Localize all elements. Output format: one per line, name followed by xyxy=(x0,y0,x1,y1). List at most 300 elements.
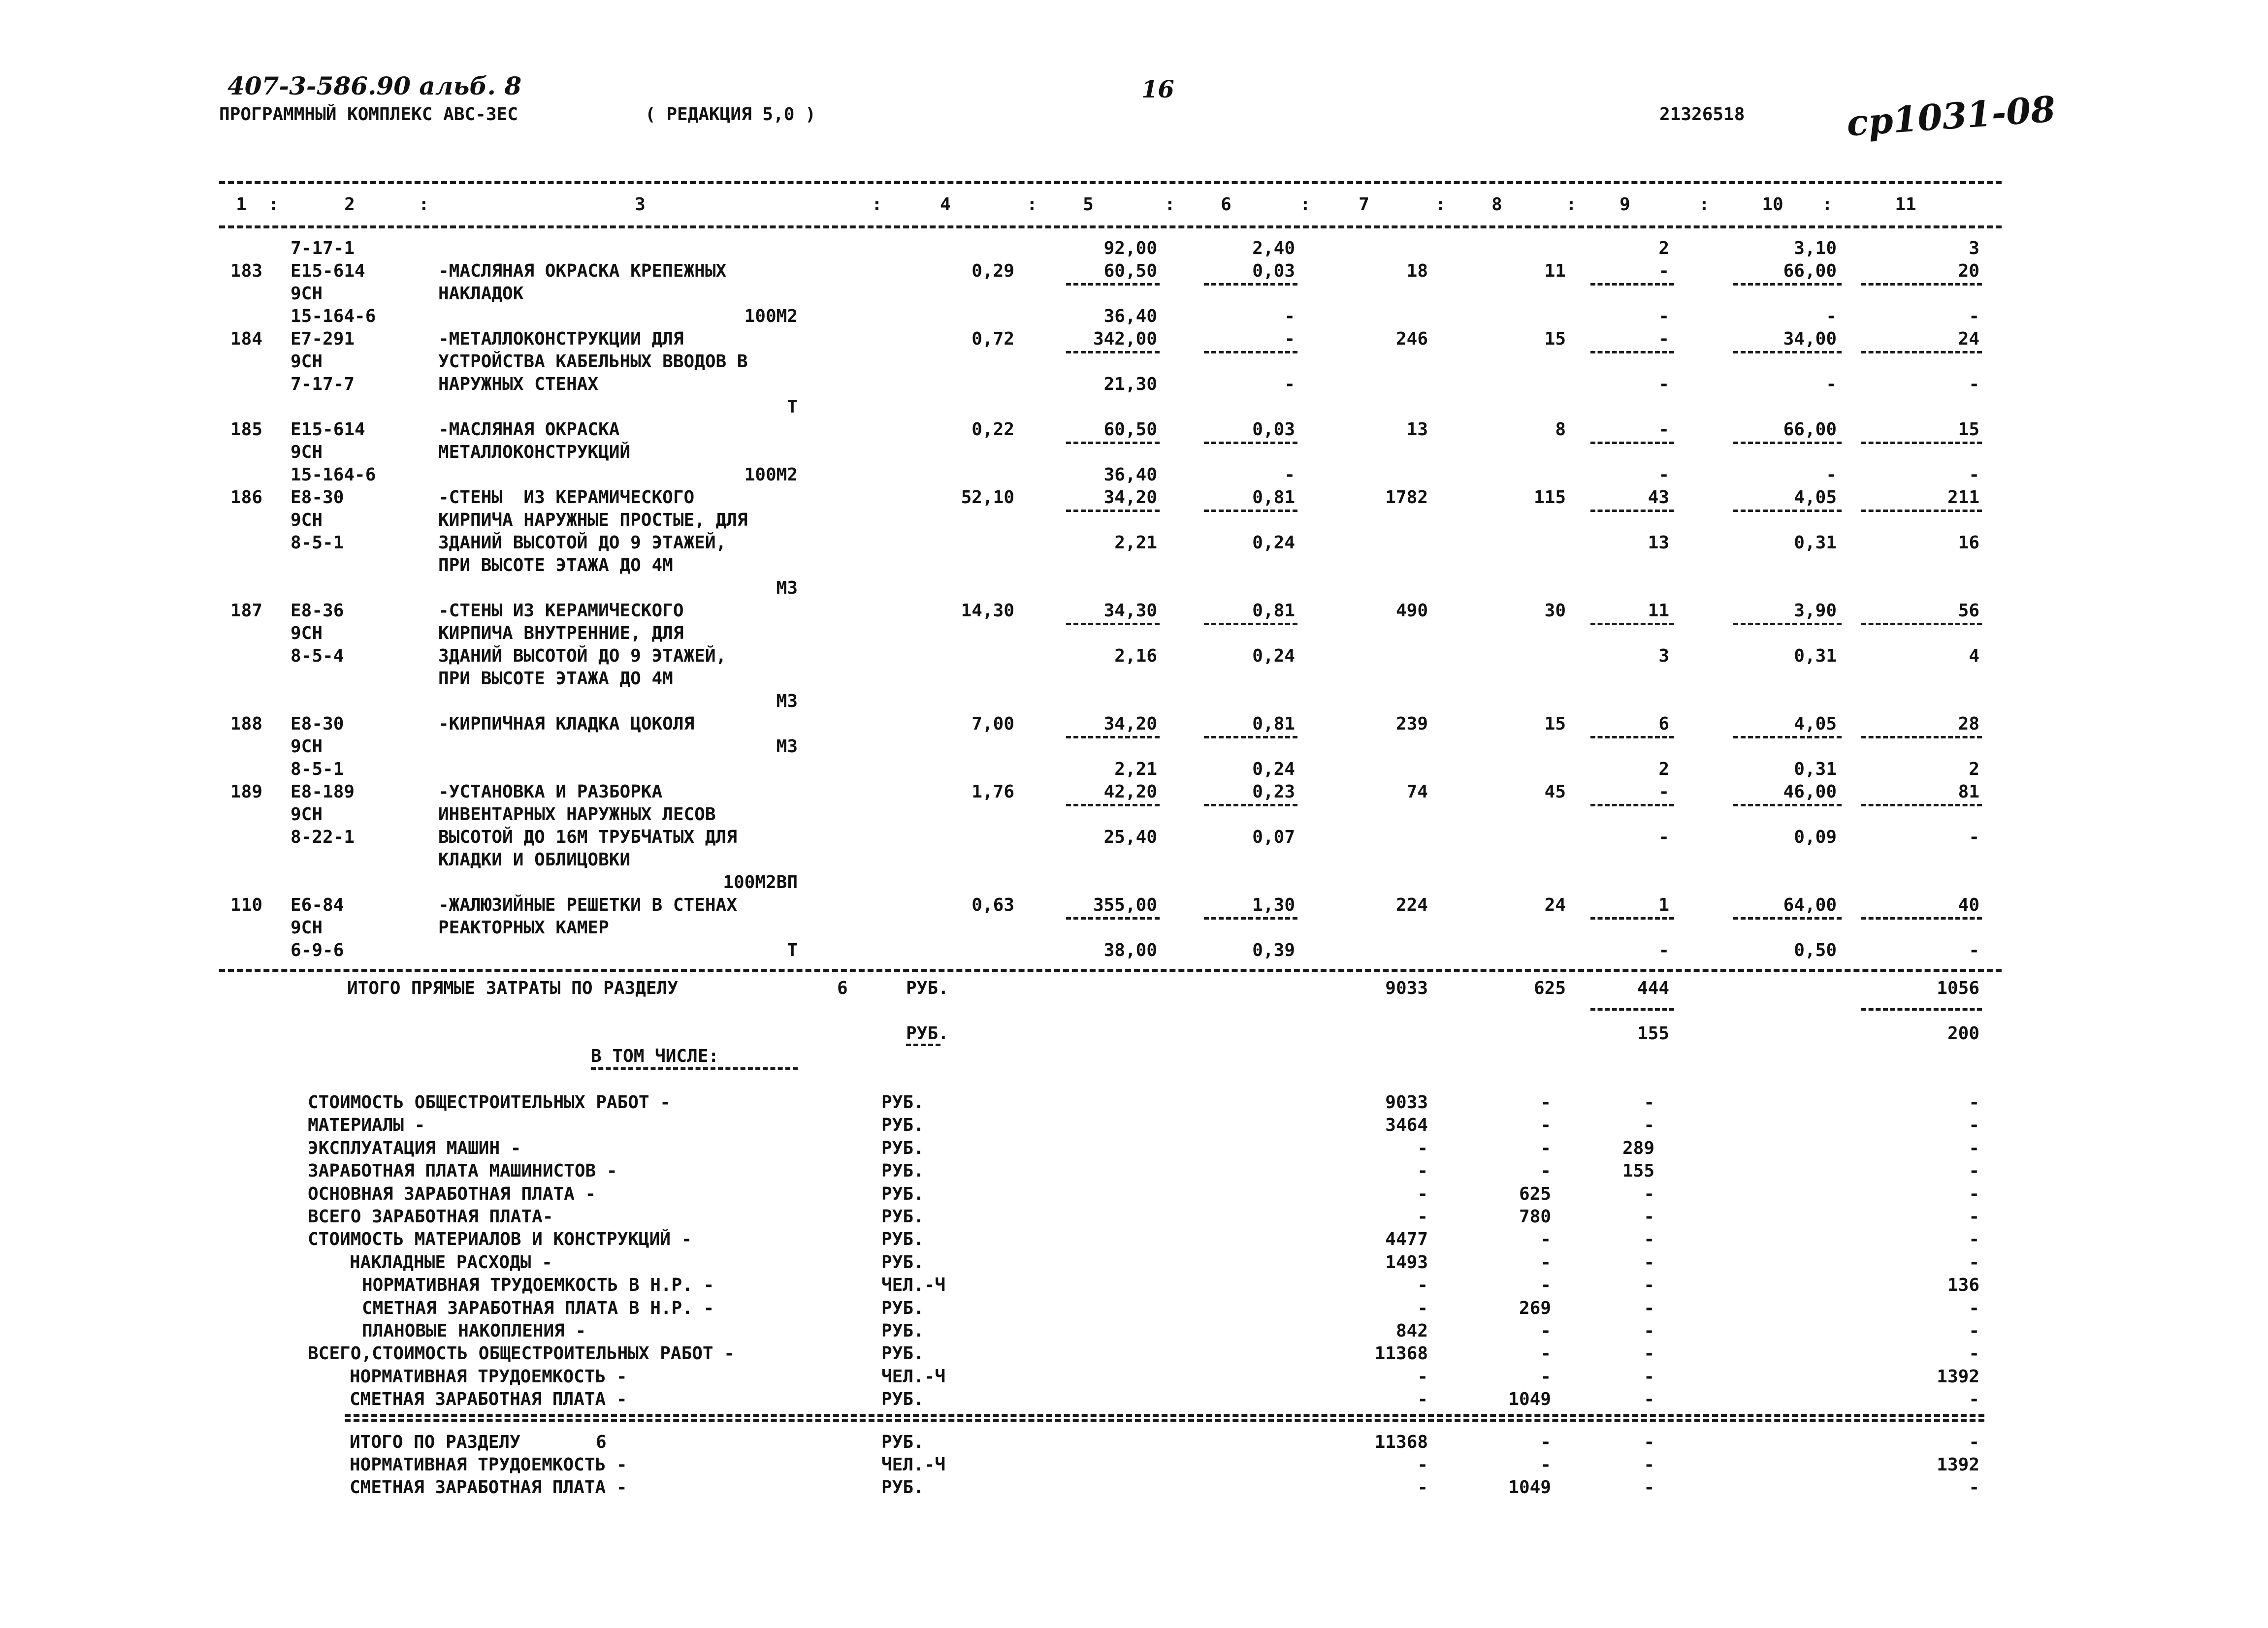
summary-label: ЗАРАБОТНАЯ ПЛАТА МАШИНИСТОВ - xyxy=(308,1161,617,1181)
row-code: Е15-614 xyxy=(291,419,365,440)
row-code: 9СН xyxy=(291,442,323,462)
row-c11-b: 4 xyxy=(1969,646,1979,666)
row-rule xyxy=(1590,804,1674,806)
row-unit: Т xyxy=(787,940,798,960)
summary-unit: РУБ. xyxy=(881,1321,924,1341)
row-rule xyxy=(1733,623,1842,625)
totals-unit-2: РУБ. xyxy=(906,1023,949,1044)
row-rule xyxy=(1590,510,1674,512)
summary-c11: - xyxy=(1969,1092,1979,1113)
final-label: ИТОГО ПО РАЗДЕЛУ xyxy=(350,1432,520,1452)
summary-c9: - xyxy=(1644,1367,1654,1387)
row-unit: 100М2 xyxy=(744,306,798,326)
final-c7: 11368 xyxy=(1374,1432,1428,1452)
column-separator: : xyxy=(268,194,279,215)
row-quantity: 14,30 xyxy=(961,601,1014,621)
summary-c7: - xyxy=(1417,1207,1428,1227)
row-description: ЗДАНИЙ ВЫСОТОЙ ДО 9 ЭТАЖЕЙ, xyxy=(438,646,727,666)
summary-c9: - xyxy=(1644,1184,1654,1204)
summary-c7: 1493 xyxy=(1385,1252,1428,1273)
summary-c7: 11368 xyxy=(1374,1343,1428,1364)
row-c6-b: 0,24 xyxy=(1252,759,1295,779)
row-unit: 100М2ВП xyxy=(723,872,798,893)
row-rule xyxy=(1204,351,1297,353)
row-rule xyxy=(1733,510,1842,512)
summary-unit: РУБ. xyxy=(881,1229,924,1249)
final-c9: - xyxy=(1644,1432,1654,1452)
row-c8: 11 xyxy=(1544,261,1566,281)
row-rule xyxy=(1733,351,1842,353)
row-code: 15-164-6 xyxy=(291,306,376,326)
summary-c8: - xyxy=(1540,1092,1551,1113)
row-description: ИНВЕНТАРНЫХ НАРУЖНЫХ ЛЕСОВ xyxy=(438,804,716,825)
row-c10-b: - xyxy=(1826,306,1837,326)
summary-c8: 780 xyxy=(1519,1207,1551,1227)
row-c5-b: 2,21 xyxy=(1114,759,1157,779)
row-c9-b: - xyxy=(1658,827,1669,847)
summary-label: СМЕТНАЯ ЗАРАБОТНАЯ ПЛАТА - xyxy=(350,1389,627,1409)
summary-c11: 136 xyxy=(1947,1275,1979,1295)
final-c8: - xyxy=(1540,1432,1551,1452)
row-c6-b: 0,39 xyxy=(1252,940,1295,960)
final-c11: - xyxy=(1969,1477,1979,1498)
row-c10: 46,00 xyxy=(1783,782,1837,802)
row-quantity: 0,63 xyxy=(972,895,1014,915)
row-c9: 43 xyxy=(1648,487,1669,508)
summary-unit: РУБ. xyxy=(881,1092,924,1113)
row-code: 8-22-1 xyxy=(291,827,355,847)
row-description: КИРПИЧА НАРУЖНЫЕ ПРОСТЫЕ, ДЛЯ xyxy=(438,510,748,530)
summary-c8: - xyxy=(1540,1161,1551,1181)
row-c5: 34,20 xyxy=(1103,714,1157,734)
row-c6: - xyxy=(1284,329,1295,349)
totals-c7: 9033 xyxy=(1385,978,1428,998)
row-code: 15-164-6 xyxy=(291,465,376,485)
final-c9: - xyxy=(1644,1477,1654,1498)
row-c11: 3 xyxy=(1969,238,1979,258)
summary-c9: - xyxy=(1644,1229,1654,1249)
header-top-rule xyxy=(219,181,2002,184)
summary-c9: 289 xyxy=(1622,1138,1654,1158)
summary-label: НАКЛАДНЫЕ РАСХОДЫ - xyxy=(350,1252,552,1273)
row-description: -СТЕНЫ ИЗ КЕРАМИЧЕСКОГО xyxy=(438,487,695,508)
row-c6-b: 0,07 xyxy=(1252,827,1295,847)
row-c11-b: - xyxy=(1969,827,1979,847)
totals-section: 6 xyxy=(837,978,848,998)
summary-c9: - xyxy=(1644,1252,1654,1273)
summary-c11: - xyxy=(1969,1298,1979,1318)
row-c11: 56 xyxy=(1958,601,1979,621)
row-rule xyxy=(1733,283,1842,286)
row-rule xyxy=(1066,623,1160,625)
summary-c8: - xyxy=(1540,1321,1551,1341)
totals-c9-rule xyxy=(1590,1008,1674,1011)
final-c7: - xyxy=(1417,1477,1428,1498)
final-label: НОРМАТИВНАЯ ТРУДОЕМКОСТЬ - xyxy=(350,1455,627,1475)
row-c11: 211 xyxy=(1947,487,1979,508)
row-position: 110 xyxy=(230,895,263,915)
row-position: 184 xyxy=(230,329,263,349)
row-c6-b: 0,24 xyxy=(1252,533,1295,553)
row-c5-b: 2,21 xyxy=(1114,533,1157,553)
row-c10: 64,00 xyxy=(1783,895,1837,915)
row-description: РЕАКТОРНЫХ КАМЕР xyxy=(438,918,609,938)
row-quantity: 7,00 xyxy=(972,714,1014,734)
summary-c7: 4477 xyxy=(1385,1229,1428,1249)
row-rule xyxy=(1861,351,1982,353)
summary-c11: - xyxy=(1969,1229,1979,1249)
column-separator: : xyxy=(1165,194,1175,215)
column-header-7: 7 xyxy=(1359,194,1369,215)
totals-c11b: 200 xyxy=(1947,1023,1979,1044)
row-rule xyxy=(1861,442,1982,444)
row-c10-b: 0,31 xyxy=(1794,759,1837,779)
summary-c11: - xyxy=(1969,1343,1979,1364)
summary-unit: РУБ. xyxy=(881,1389,924,1409)
row-code: 9СН xyxy=(291,284,323,304)
row-code: 7-17-7 xyxy=(291,374,355,394)
row-description: ЗДАНИЙ ВЫСОТОЙ ДО 9 ЭТАЖЕЙ, xyxy=(438,533,727,553)
final-unit: РУБ. xyxy=(881,1432,924,1452)
summary-unit: РУБ. xyxy=(881,1138,924,1158)
row-position: 189 xyxy=(230,782,263,802)
row-code: Е6-84 xyxy=(291,895,344,915)
row-c9-b: - xyxy=(1658,306,1669,326)
row-rule xyxy=(1861,736,1982,738)
row-c6: 2,40 xyxy=(1252,238,1295,258)
row-position: 186 xyxy=(230,487,263,508)
row-c9: - xyxy=(1658,329,1669,349)
summary-c8: - xyxy=(1540,1275,1551,1295)
row-description: -УСТАНОВКА И РАЗБОРКА xyxy=(438,782,663,802)
row-c6-b: - xyxy=(1284,374,1295,394)
column-header-10: 10 xyxy=(1762,194,1783,215)
final-c7: - xyxy=(1417,1455,1428,1475)
row-c9: 6 xyxy=(1658,714,1669,734)
row-rule xyxy=(1066,804,1160,806)
row-unit: 100М2 xyxy=(744,465,798,485)
row-rule xyxy=(1066,283,1160,286)
summary-unit: РУБ. xyxy=(881,1207,924,1227)
row-c11-b: - xyxy=(1969,465,1979,485)
row-c10: 3,10 xyxy=(1794,238,1837,258)
column-header-11: 11 xyxy=(1895,194,1916,215)
column-header-9: 9 xyxy=(1620,194,1630,215)
row-c7: 1782 xyxy=(1385,487,1428,508)
row-c6: 0,81 xyxy=(1252,601,1295,621)
summary-label: ЭКСПЛУАТАЦИЯ МАШИН - xyxy=(308,1138,521,1158)
totals-c8: 625 xyxy=(1533,978,1566,998)
column-separator: : xyxy=(1027,194,1037,215)
row-code: Е8-189 xyxy=(291,782,355,802)
row-unit: М3 xyxy=(776,578,798,598)
row-description: МЕТАЛЛОКОНСТРУКЦИЙ xyxy=(438,442,631,462)
summary-unit: РУБ. xyxy=(881,1252,924,1273)
row-c9: - xyxy=(1658,419,1669,440)
row-c6: 1,30 xyxy=(1252,895,1295,915)
row-c10: 4,05 xyxy=(1794,487,1837,508)
row-rule xyxy=(1861,283,1982,286)
row-code: Е8-30 xyxy=(291,714,344,734)
row-c9-b: - xyxy=(1658,374,1669,394)
summary-c11: - xyxy=(1969,1161,1979,1181)
row-description: НАРУЖНЫХ СТЕНАХ xyxy=(438,374,599,394)
row-rule xyxy=(1590,351,1674,353)
row-code: 6-9-6 xyxy=(291,940,344,960)
row-c11: 81 xyxy=(1958,782,1979,802)
row-code: 9СН xyxy=(291,918,323,938)
row-c9: 2 xyxy=(1658,238,1669,258)
row-code: 8-5-1 xyxy=(291,759,344,779)
summary-label: ВСЕГО ЗАРАБОТНАЯ ПЛАТА- xyxy=(308,1207,553,1227)
row-c7: 246 xyxy=(1395,329,1428,349)
row-c6: 0,23 xyxy=(1252,782,1295,802)
summary-c7: - xyxy=(1417,1161,1428,1181)
row-c8: 15 xyxy=(1544,714,1566,734)
totals-c9: 444 xyxy=(1637,978,1669,998)
summary-unit: ЧЕЛ.-Ч xyxy=(881,1275,946,1295)
summary-c7: - xyxy=(1417,1138,1428,1158)
row-description: КИРПИЧА ВНУТРЕННИЕ, ДЛЯ xyxy=(438,623,684,643)
summary-c8: - xyxy=(1540,1367,1551,1387)
row-c6-b: - xyxy=(1284,465,1295,485)
final-c11: - xyxy=(1969,1432,1979,1452)
row-rule xyxy=(1861,623,1982,625)
summary-c7: - xyxy=(1417,1184,1428,1204)
final-c8: - xyxy=(1540,1455,1551,1475)
row-c10: 3,90 xyxy=(1794,601,1837,621)
body-bottom-rule xyxy=(219,969,2002,972)
row-rule xyxy=(1861,804,1982,806)
row-code: Е7-291 xyxy=(291,329,355,349)
column-header-4: 4 xyxy=(940,194,951,215)
row-rule xyxy=(1733,804,1842,806)
summary-c9: - xyxy=(1644,1321,1654,1341)
summary-c8: - xyxy=(1540,1229,1551,1249)
row-description: -МЕТАЛЛОКОНСТРУКЦИИ ДЛЯ xyxy=(438,329,684,349)
summary-c11: - xyxy=(1969,1115,1979,1135)
summary-c8: - xyxy=(1540,1252,1551,1273)
row-c10-b: 0,31 xyxy=(1794,533,1837,553)
row-c9-b: 13 xyxy=(1648,533,1669,553)
summary-label: ОСНОВНАЯ ЗАРАБОТНАЯ ПЛАТА - xyxy=(308,1184,596,1204)
summary-c8: - xyxy=(1540,1343,1551,1364)
totals-unit: РУБ. xyxy=(906,978,949,998)
final-c9: - xyxy=(1644,1455,1654,1475)
row-c10-b: 0,50 xyxy=(1794,940,1837,960)
row-code: 9СН xyxy=(291,510,323,530)
row-quantity: 0,72 xyxy=(972,329,1014,349)
column-header-5: 5 xyxy=(1083,194,1094,215)
row-c5-b: 2,16 xyxy=(1114,646,1157,666)
row-c6: 0,81 xyxy=(1252,714,1295,734)
summary-c7: - xyxy=(1417,1275,1428,1295)
summary-c7: 842 xyxy=(1395,1321,1428,1341)
summary-label: СТОИМОСТЬ ОБЩЕСТРОИТЕЛЬНЫХ РАБОТ - xyxy=(308,1092,671,1113)
row-c7: 224 xyxy=(1395,895,1428,915)
row-rule xyxy=(1204,510,1297,512)
row-rule xyxy=(1590,917,1674,920)
row-code: 8-5-4 xyxy=(291,646,344,666)
row-c11: 24 xyxy=(1958,329,1979,349)
row-rule xyxy=(1066,351,1160,353)
row-c9-b: - xyxy=(1658,940,1669,960)
row-c11: 28 xyxy=(1958,714,1979,734)
summary-label: ПЛАНОВЫЕ НАКОПЛЕНИЯ - xyxy=(362,1321,586,1341)
row-c11-b: 16 xyxy=(1958,533,1979,553)
row-rule xyxy=(1733,736,1842,738)
summary-label: ВСЕГО,СТОИМОСТЬ ОБЩЕСТРОИТЕЛЬНЫХ РАБОТ - xyxy=(308,1343,735,1364)
row-rule xyxy=(1861,917,1982,920)
summary-c7: - xyxy=(1417,1298,1428,1318)
row-c11-b: - xyxy=(1969,940,1979,960)
column-separator: : xyxy=(1699,194,1710,215)
row-c9-b: 2 xyxy=(1658,759,1669,779)
row-code: Е8-30 xyxy=(291,487,344,508)
row-c9: - xyxy=(1658,261,1669,281)
row-rule xyxy=(1204,736,1297,738)
row-c5-b: 25,40 xyxy=(1103,827,1157,847)
row-c5-b: 38,00 xyxy=(1103,940,1157,960)
row-rule xyxy=(1590,283,1674,286)
row-c8: 30 xyxy=(1544,601,1566,621)
row-quantity: 1,76 xyxy=(972,782,1014,802)
row-code: 9СН xyxy=(291,623,323,643)
totals-c11-rule xyxy=(1861,1008,1982,1011)
row-c11: 20 xyxy=(1958,261,1979,281)
summary-label: НОРМАТИВНАЯ ТРУДОЕМКОСТЬ - xyxy=(350,1367,627,1387)
final-label: СМЕТНАЯ ЗАРАБОТНАЯ ПЛАТА - xyxy=(350,1477,627,1498)
program-edition: ( РЕДАКЦИЯ 5,0 ) xyxy=(645,104,816,125)
row-c10: 66,00 xyxy=(1783,261,1837,281)
column-header-8: 8 xyxy=(1491,194,1502,215)
row-rule xyxy=(1733,442,1842,444)
row-rule xyxy=(1590,442,1674,444)
row-description: КЛАДКИ И ОБЛИЦОВКИ xyxy=(438,850,631,870)
row-c8: 8 xyxy=(1555,419,1566,440)
summary-c9: - xyxy=(1644,1298,1654,1318)
column-header-1: 1 xyxy=(236,194,247,215)
row-description: ПРИ ВЫСОТЕ ЭТАЖА ДО 4М xyxy=(438,555,673,575)
row-c5-b: 36,40 xyxy=(1103,465,1157,485)
row-quantity: 52,10 xyxy=(961,487,1014,508)
summary-c11: - xyxy=(1969,1184,1979,1204)
summary-c8: - xyxy=(1540,1115,1551,1135)
summary-c7: 3464 xyxy=(1385,1115,1428,1135)
page-number: 16 xyxy=(1141,76,1174,103)
row-c9: 11 xyxy=(1648,601,1669,621)
row-code: 9СН xyxy=(291,736,323,757)
row-description: ПРИ ВЫСОТЕ ЭТАЖА ДО 4М xyxy=(438,669,673,689)
row-position: 188 xyxy=(230,714,263,734)
row-code: 9СН xyxy=(291,804,323,825)
row-position: 187 xyxy=(230,601,263,621)
row-description: -МАСЛЯНАЯ ОКРАСКА xyxy=(438,419,620,440)
row-c5: 355,00 xyxy=(1093,895,1157,915)
including-heading: В ТОМ ЧИСЛЕ: xyxy=(591,1046,719,1066)
column-separator: : xyxy=(1566,194,1577,215)
row-c10-b: - xyxy=(1826,374,1837,394)
row-unit: М3 xyxy=(776,736,798,757)
row-c5: 342,00 xyxy=(1093,329,1157,349)
row-quantity: 0,22 xyxy=(972,419,1014,440)
row-c10: 66,00 xyxy=(1783,419,1837,440)
summary-unit: РУБ. xyxy=(881,1115,924,1135)
row-c8: 115 xyxy=(1533,487,1566,508)
column-header-6: 6 xyxy=(1221,194,1231,215)
row-rule xyxy=(1861,510,1982,512)
row-c7: 74 xyxy=(1406,782,1428,802)
summary-c11: - xyxy=(1969,1252,1979,1273)
row-position: 185 xyxy=(230,419,263,440)
row-position: 183 xyxy=(230,261,263,281)
final-unit: РУБ. xyxy=(881,1477,924,1498)
including-underline xyxy=(591,1067,798,1070)
summary-unit: РУБ. xyxy=(881,1343,924,1364)
summary-c9: 155 xyxy=(1622,1161,1654,1181)
summary-c11: - xyxy=(1969,1321,1979,1341)
summary-bottom-rule xyxy=(345,1414,1984,1417)
row-unit: Т xyxy=(787,397,798,417)
row-c11-b: - xyxy=(1969,374,1979,394)
handwritten-stamp: ср1031-08 xyxy=(1845,88,2057,144)
row-c5: 34,20 xyxy=(1103,487,1157,508)
final-c8: 1049 xyxy=(1508,1477,1551,1498)
summary-c7: - xyxy=(1417,1389,1428,1409)
row-c8: 24 xyxy=(1544,895,1566,915)
program-title: ПРОГРАММНЫЙ КОМПЛЕКС АВС-3ЕС xyxy=(219,104,518,125)
row-code: 9СН xyxy=(291,351,323,372)
summary-c8: 269 xyxy=(1519,1298,1551,1318)
row-c8: 45 xyxy=(1544,782,1566,802)
row-rule xyxy=(1204,442,1297,444)
row-description: -КИРПИЧНАЯ КЛАДКА ЦОКОЛЯ xyxy=(438,714,695,734)
column-header-2: 2 xyxy=(344,194,355,215)
row-c11-b: - xyxy=(1969,306,1979,326)
summary-c7: - xyxy=(1417,1367,1428,1387)
row-c11: 40 xyxy=(1958,895,1979,915)
row-c11: 15 xyxy=(1958,419,1979,440)
final-section: 6 xyxy=(596,1432,607,1452)
row-rule xyxy=(1733,917,1842,920)
row-c6: 0,81 xyxy=(1252,487,1295,508)
summary-c9: - xyxy=(1644,1343,1654,1364)
row-rule xyxy=(1590,623,1674,625)
document-code: 21326518 xyxy=(1659,104,1745,125)
column-separator: : xyxy=(1300,194,1311,215)
row-description: -ЖАЛЮЗИЙНЫЕ РЕШЕТКИ В СТЕНАХ xyxy=(438,895,737,915)
column-separator: : xyxy=(419,194,429,215)
totals-c11: 1056 xyxy=(1937,978,1979,998)
row-description: -МАСЛЯНАЯ ОКРАСКА КРЕПЕЖНЫХ xyxy=(438,261,727,281)
row-rule xyxy=(1066,736,1160,738)
row-rule xyxy=(1066,510,1160,512)
row-c5: 92,00 xyxy=(1103,238,1157,258)
row-c5-b: 36,40 xyxy=(1103,306,1157,326)
row-c5: 42,20 xyxy=(1103,782,1157,802)
row-description: -СТЕНЫ ИЗ КЕРАМИЧЕСКОГО xyxy=(438,601,684,621)
summary-label: МАТЕРИАЛЫ - xyxy=(308,1115,425,1135)
summary-c9: - xyxy=(1644,1207,1654,1227)
row-description: ВЫСОТОЙ ДО 16М ТРУБЧАТЫХ ДЛЯ xyxy=(438,827,737,847)
row-c9-b: - xyxy=(1658,465,1669,485)
header-bottom-rule xyxy=(219,225,2002,228)
row-code: Е8-36 xyxy=(291,601,344,621)
row-code: 7-17-1 xyxy=(291,238,355,258)
row-c7: 13 xyxy=(1406,419,1428,440)
row-c7: 490 xyxy=(1395,601,1428,621)
row-c5: 60,50 xyxy=(1103,261,1157,281)
